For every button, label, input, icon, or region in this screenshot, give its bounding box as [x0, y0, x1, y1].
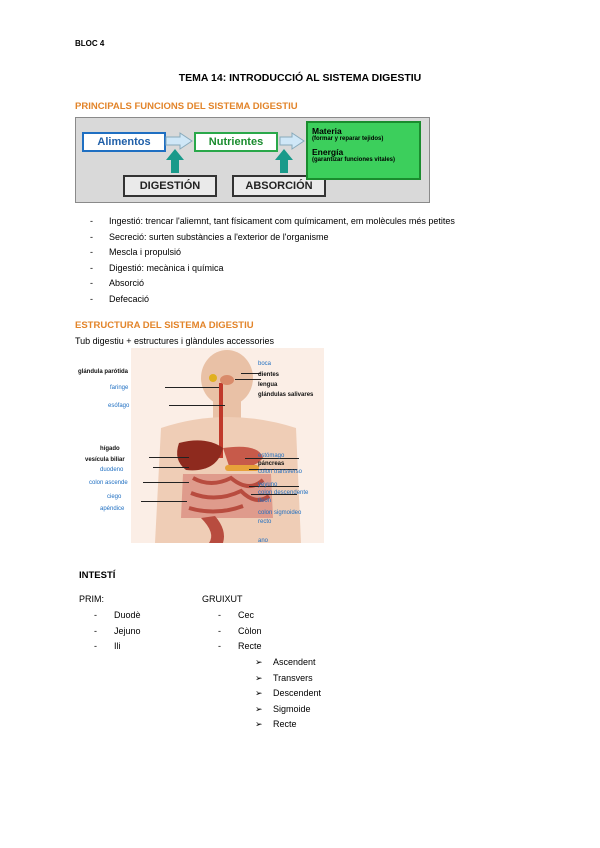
list-item: - Defecació	[90, 292, 455, 308]
label-liver: hígado	[100, 446, 120, 452]
nutrientes-box: Nutrientes	[194, 132, 278, 152]
label-salivary-glands: glándulas salivares	[258, 392, 314, 398]
diagram-arrows	[76, 118, 429, 202]
energia-title: Energía	[312, 147, 344, 157]
bloc-label: BLOC 4	[75, 39, 105, 48]
list-item: - Còlon	[218, 624, 262, 640]
label-tongue: lengua	[258, 382, 278, 388]
gruixut-list	[218, 608, 262, 655]
label-transverse-colon: colon transverso	[258, 469, 303, 475]
list-item: - Digestió: mecànica i química	[90, 261, 455, 277]
label-anus: ano	[258, 538, 269, 544]
list-item: ➢ Recte	[255, 717, 321, 733]
label-ascending-colon: colon ascende	[89, 480, 128, 486]
prim-list	[94, 608, 141, 655]
list-item: - Duodè	[94, 608, 141, 624]
alimentos-box: Alimentos	[82, 132, 166, 152]
list-item: - Ingestió: trencar l'aliemnt, tant físicament com químicament, em molècules més petites	[90, 214, 455, 230]
gruixut-label: GRUIXUT	[202, 594, 243, 604]
materia-sub: (formar y reparar tejidos)	[312, 136, 384, 142]
materia-title: Materia	[312, 126, 342, 136]
list-item: ➢ Transvers	[255, 671, 321, 687]
structure-heading: ESTRUCTURA DEL SISTEMA DIGESTIU	[75, 320, 254, 331]
label-duodenum: duodeno	[100, 467, 124, 473]
functions-heading: PRINCIPALS FUNCIONS DEL SISTEMA DIGESTIU	[75, 101, 298, 112]
colon-parts-list	[255, 655, 321, 733]
right-arrow-icon	[280, 133, 304, 149]
list-item: - Secreció: surten substàncies a l'exterior de l'organisme	[90, 230, 455, 246]
label-sigmoid-colon: colon sigmoideo	[258, 510, 302, 516]
right-arrow-icon	[166, 133, 192, 149]
functions-list	[90, 214, 455, 308]
energia-sub: (garantizar funciones vitales)	[312, 157, 396, 163]
label-teeth: dientes	[258, 372, 280, 378]
absorcion-box: ABSORCIÓN	[232, 175, 326, 197]
label-stomach: estómago	[258, 453, 285, 459]
list-item: - Jejuno	[94, 624, 141, 640]
label-parotid: glándula parótida	[78, 369, 129, 375]
list-item: - Recte	[218, 639, 262, 655]
label-descending-colon: colon descendente	[258, 490, 309, 496]
label-jejunum: yeyuno	[258, 482, 278, 488]
label-rectum: recto	[258, 519, 272, 525]
list-item: - Cec	[218, 608, 262, 624]
label-gallbladder: vesícula biliar	[85, 457, 125, 463]
list-item: - Ili	[94, 639, 141, 655]
label-esophagus: esófago	[108, 403, 130, 409]
list-item: - Mescla i propulsió	[90, 245, 455, 261]
structure-subtitle: Tub digestiu + estructures i glàndules accessories	[75, 336, 275, 346]
label-ileum: íleon	[258, 498, 272, 504]
label-cecum: ciego	[107, 494, 122, 500]
digestion-box: DIGESTIÓN	[123, 175, 217, 197]
up-arrow-icon	[275, 149, 293, 173]
up-arrow-icon	[166, 149, 184, 173]
label-appendix: apéndice	[100, 506, 125, 512]
list-item: ➢ Descendent	[255, 686, 321, 702]
list-item: ➢ Ascendent	[255, 655, 321, 671]
page-title: TEMA 14: INTRODUCCIÓ AL SISTEMA DIGESTIU	[178, 72, 422, 84]
digestion-diagram	[75, 117, 430, 203]
list-item: ➢ Sigmoide	[255, 702, 321, 718]
label-mouth: boca	[258, 361, 272, 367]
prim-label: PRIM:	[79, 594, 105, 604]
label-pancreas: páncreas	[258, 461, 285, 467]
label-pharynx: faringe	[110, 385, 129, 391]
list-item: - Absorció	[90, 276, 455, 292]
intestine-heading: INTESTÍ	[79, 570, 116, 581]
